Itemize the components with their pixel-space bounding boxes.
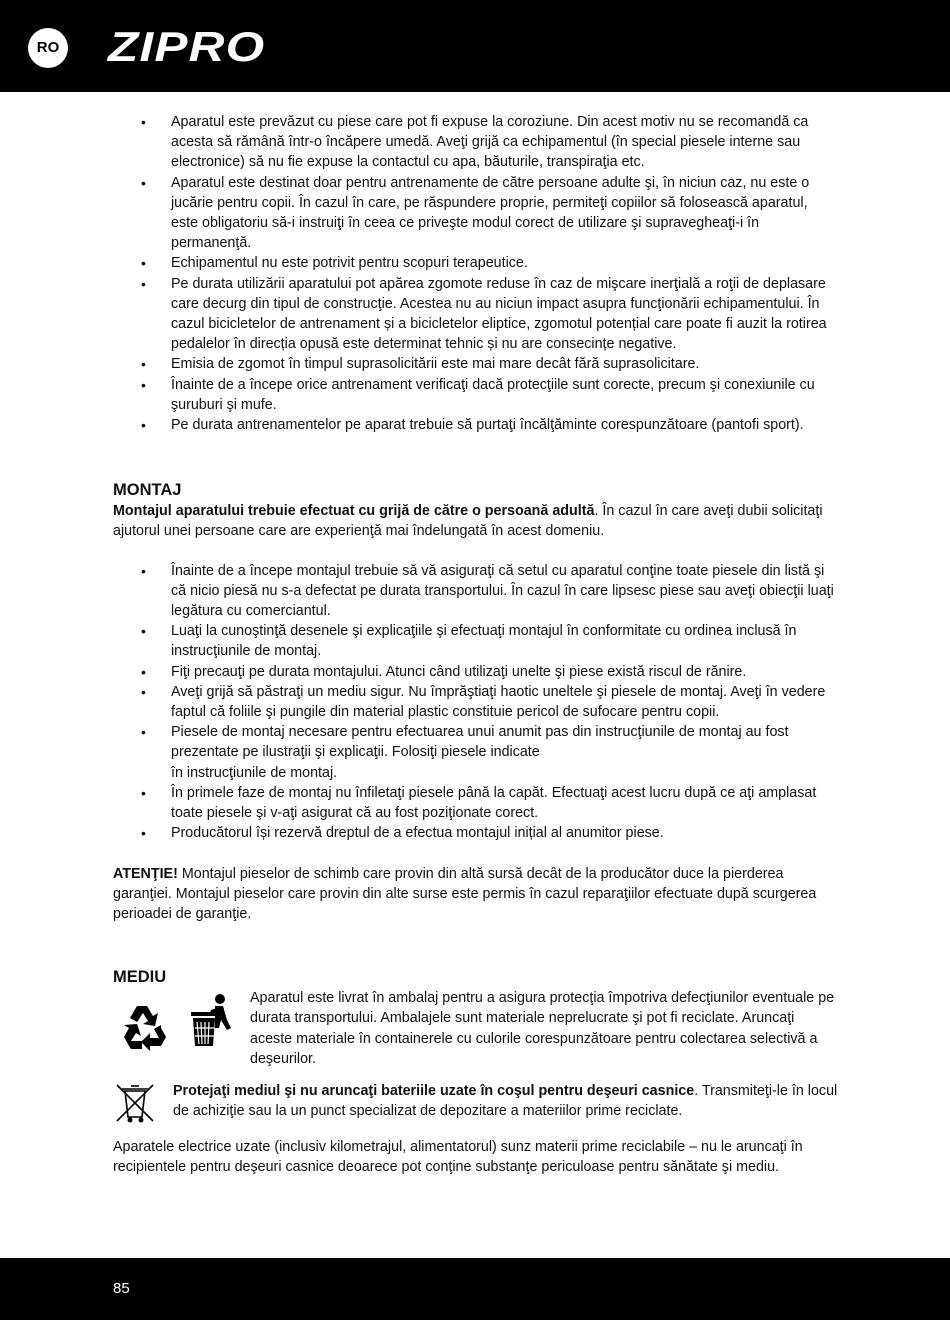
list-item: • Pe durata utilizării aparatului pot apărea zgomote reduse în caz de mişcare inerţială a roţii de deplasare care decurg din tipul de construcţie. Acestea nu au niciun impact asupra funcţionării echipamentului. În cazul bicicletelor de antrenament și a bicicletelor eliptice, zgomotul potențial care poate fi auzit la rotirea pedalelor în direcția opusă este determinat tehnic și nu are consecințe negative. xyxy=(113,274,838,355)
brand-logo: ZIPRO xyxy=(108,23,266,70)
bullet-text: Piesele de montaj necesare pentru efectuarea unui anumit pas din instrucţiunile de montaj au fost prezentate pe ilustraţii şi explicaţii. Folosiţi piesele indicate xyxy=(171,724,789,761)
warning-text: Montajul pieselor de schimb care provin din altă sursă decât de la producător duce la pierderea garanţiei. Montajul pieselor care provin din alte surse este permis în cazul reparaţiilor efectuate după scurgerea perioadei de garanţie. xyxy=(113,865,817,922)
list-item: • Luaţi la cunoştinţă desenele şi explicaţiile şi efectuaţi montajul în conformitate cu ordinea inclusă în instrucţiunile de montaj. xyxy=(113,621,838,661)
page-footer xyxy=(0,1258,950,1320)
list-item: • Aparatul este destinat doar pentru antrenamente de către persoane adulte şi, în niciun caz, nu este o jucărie pentru copii. În cazul în care, pe răspundere proprie, permiteţi copiilor să folosească aparatul, este obligatoriu să-i instruiţi în ceea ce priveşte modul corect de utilizare şi supravegheaţi-i în permanenţă. xyxy=(113,173,838,254)
mediu-title: MEDIU xyxy=(113,968,167,987)
list-item: • Producătorul își rezervă dreptul de a efectua montajul inițial al anumitor piese. xyxy=(113,823,838,843)
warning-label: ATENŢIE! xyxy=(113,865,178,882)
packaging-row xyxy=(113,988,838,1069)
list-item: • Aparatul este prevăzut cu piese care pot fi expuse la coroziune. Din acest motiv nu se recomandă ca acesta să rămână într-o încăpere umedă. Aveţi grijă ca echipamentul (în special piesele interne sau electronice) să nu fie expuse la contactul cu apa, băuturile, transpiraţia etc. xyxy=(113,112,838,173)
montaj-intro-rest: . În cazul în care aveţi dubii solicitaţi ajutorul unei persoane care are experienţă mai îndelungată în acest domeniu. xyxy=(113,503,823,540)
list-item: • Fiţi precauţi pe durata montajului. Atunci când utilizaţi unelte şi piese există riscul de rănire. xyxy=(113,662,838,682)
trash-bin-person-icon xyxy=(187,992,235,1050)
battery-text xyxy=(173,1081,838,1121)
safety-bullet-list xyxy=(113,112,838,435)
battery-icon-wrap xyxy=(113,1081,173,1125)
page-content xyxy=(113,112,838,1177)
electric-text: Aparatele electrice uzate (inclusiv kilometrajul, alimentatorul) sunz materii prime reciclabile – nu le aruncaţi în recipientele pentru deşeuri casnice deoarece pot conţine substanţe periculoase pentru sănătate şi mediu. xyxy=(113,1138,803,1176)
bullet-text-continued: în instrucţiunile de montaj. xyxy=(171,764,338,781)
crossed-bin-icon xyxy=(113,1081,157,1127)
montaj-title: MONTAJ xyxy=(113,481,182,500)
montaj-intro-bold: Montajul aparatului trebuie efectuat cu grijă de către o persoană adultă xyxy=(113,503,595,520)
list-item: • În primele faze de montaj nu înfiletaţi piesele până la capăt. Efectuaţi acest lucru după ce aţi amplasat toate piesele şi v-aţi asigurat că au fost poziţionate corect. xyxy=(113,783,838,823)
packaging-text: Aparatul este livrat în ambalaj pentru a asigura protecţia împotriva defecţiunilor eventuale pe durata transportului. Ambalajele sunt materiale neprelucrate şi pot fi reciclate. Aruncaţi aceste materiale în containerele cu culorile corespunzătoare pentru colectarea selectivă a deşeurilor. xyxy=(250,990,835,1067)
list-item xyxy=(113,722,838,783)
list-item: • Aveţi grijă să păstraţi un mediu sigur. Nu împrăştiaţi haotic uneltele şi piesele de montaj. Aveţi în vedere faptul că foliile şi pungile din material plastic constituie pericol de sufocare pentru copii. xyxy=(113,682,838,722)
battery-row xyxy=(113,1081,838,1125)
list-item: • Înainte de a începe orice antrenament verificaţi dacă protecţiile sunt corecte, precum şi conexiunile cu şuruburi şi mufe. xyxy=(113,375,838,415)
page-header xyxy=(0,0,950,92)
recycle-icon xyxy=(117,998,173,1054)
list-item: • Emisia de zgomot în timpul suprasolicitării este mai mare decât fără suprasolicitare. xyxy=(113,354,838,374)
language-badge: RO xyxy=(28,28,68,68)
list-item: • Înainte de a începe montajul trebuie să vă asiguraţi că setul cu aparatul conţine toate piesele din listă şi că nicio piesă nu s-a defectat pe durata transportului. În cazul în care lipsesc piese sau aveţi obiecţii luaţi legătura cu comerciantul. xyxy=(113,561,838,622)
montaj-bullet-list xyxy=(113,561,838,844)
warning-paragraph xyxy=(113,864,838,925)
page-number: 85 xyxy=(113,1280,130,1297)
battery-text-rest: . Transmiteţi-le în locul de achiziţie sau la un punct specializat de depozitare a materiilor prime reciclate. xyxy=(173,1082,838,1120)
packaging-icons xyxy=(113,988,250,1068)
battery-text-bold: Protejaţi mediul şi nu aruncaţi bateriile uzate în coşul pentru deşeuri casnice xyxy=(173,1082,695,1099)
list-item: • Pe durata antrenamentelor pe aparat trebuie să purtaţi încălţăminte corespunzătoare (pantofi sport). xyxy=(113,415,838,435)
list-item: • Echipamentul nu este potrivit pentru scopuri terapeutice. xyxy=(113,253,838,273)
montaj-intro xyxy=(113,501,838,541)
